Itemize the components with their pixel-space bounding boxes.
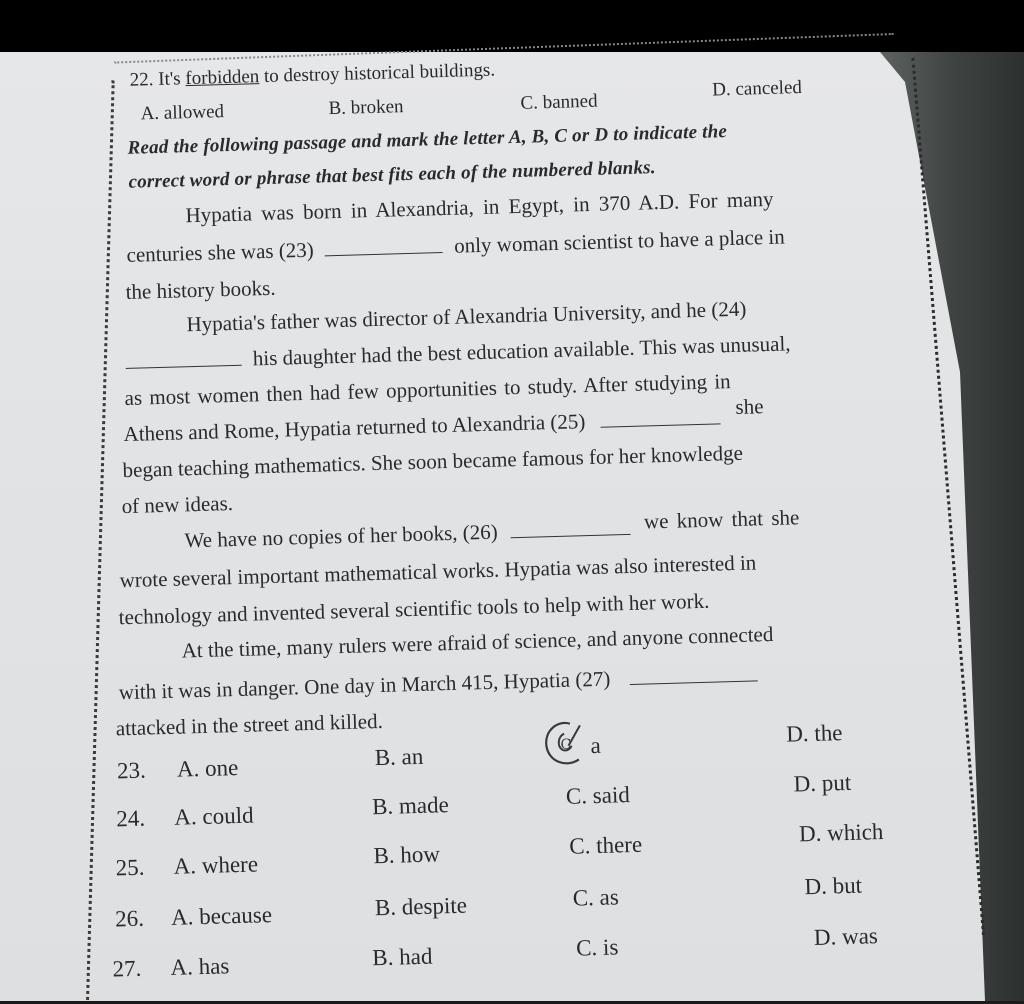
blank-27 [630,679,758,685]
answer-27-d: D. was [813,923,879,950]
answer-24-b: B. made [371,792,450,820]
question-number: 22. [129,69,154,91]
passage-text: Athens and Rome, Hypatia returned to Alexandria (25) [123,409,586,447]
blank-26 [511,533,631,538]
answer-25-b: B. how [373,841,441,869]
passage-text: with it was in danger. One day in March 415, Hypatia (27) [118,666,611,705]
passage-p2-line5: began teaching mathematics. She soon became famous for her knowledge [122,440,744,483]
passage-text: his daughter had the best education available. This was unusual, [252,331,791,371]
answer-24-d: D. put [793,769,852,797]
answer-23-b: B. an [374,743,424,771]
blank-24 [126,364,242,369]
passage-p2-line6: of new ideas. [121,491,234,519]
answer-num-23: 23. [116,757,147,784]
q22-option-a: A. allowed [140,101,225,125]
answer-27-a: A. has [170,953,230,980]
passage-p1-line3: the history books. [125,275,276,304]
answer-num-25: 25. [115,854,145,881]
dotted-border-right [911,58,985,935]
q22-option-d: D. canceled [711,76,803,101]
answer-27-b: B. had [371,943,433,971]
passage-p3-line2: wrote several important mathematical works. Hypatia was also interested in [119,550,757,593]
dotted-border-left [86,80,115,1000]
answer-25-d: D. which [798,818,884,847]
passage-p1-line1: Hypatia was born in Alexandria, in Egypt, in 370 A.D. For many [185,186,774,228]
answer-26-d: D. but [804,872,863,900]
answer-23-c [560,732,602,760]
passage-p4-line3: attacked in the street and killed. [115,708,384,741]
question-text-before: It's [157,68,181,90]
passage-p2-line3: as most women then had few opportunities to study. After studying in [124,369,731,410]
q22-option-b: B. broken [328,96,404,120]
passage-text: centuries she was (23) [126,237,315,267]
answer-26-c: C. as [572,884,620,911]
answer-num-24: 24. [116,805,146,832]
passage-p2-line1: Hypatia's father was director of Alexandria University, and he (24) [186,296,747,337]
answer-23-d: D. the [785,720,843,747]
answer-24-a: A. could [173,802,254,830]
answer-25-c: C. there [568,831,643,859]
passage-p1-line2 [126,225,785,268]
passage-p2-line2 [125,331,791,375]
answer-26-b: B. despite [374,892,468,921]
instruction-line-2: correct word or phrase that best fits each of the numbered blanks. [128,157,656,193]
answer-24-c: C. said [565,782,631,809]
passage-text: We have no copies of her books, (26) [184,519,499,553]
passage-p4-line2 [118,662,757,705]
passage-text: we know that she [643,505,800,534]
instruction-line-1: Read the following passage and mark the letter A, B, C or D to indicate the [127,121,728,159]
passage-p3-line3: technology and invented several scientific tools to help with her work. [118,588,710,630]
q22-option-c: C. banned [520,90,598,114]
blank-23 [325,251,443,256]
answer-26-a: A. because [170,902,273,930]
underlined-word: forbidden [185,66,260,90]
passage-text: only woman scientist to have a place in [453,224,786,258]
answer-num-27: 27. [112,955,142,982]
answer-num-26: 26. [114,905,145,932]
answer-27-c: C. is [575,934,619,961]
answer-23-a: A. one [176,754,239,782]
passage-text: she [735,394,764,419]
passage-p4-line1: At the time, many rulers were afraid of science, and anyone connected [181,621,774,663]
passage-p2-line4 [123,394,764,447]
question-22 [129,60,495,92]
blank-25 [601,422,721,427]
answer-25-a: A. where [173,851,259,879]
dotted-border-top [114,33,894,64]
passage-p3-line1 [184,505,800,553]
question-text-after: to destroy historical buildings. [263,59,496,87]
answer-23-c-text: a [590,732,602,759]
handwritten-letter: C [560,736,572,753]
